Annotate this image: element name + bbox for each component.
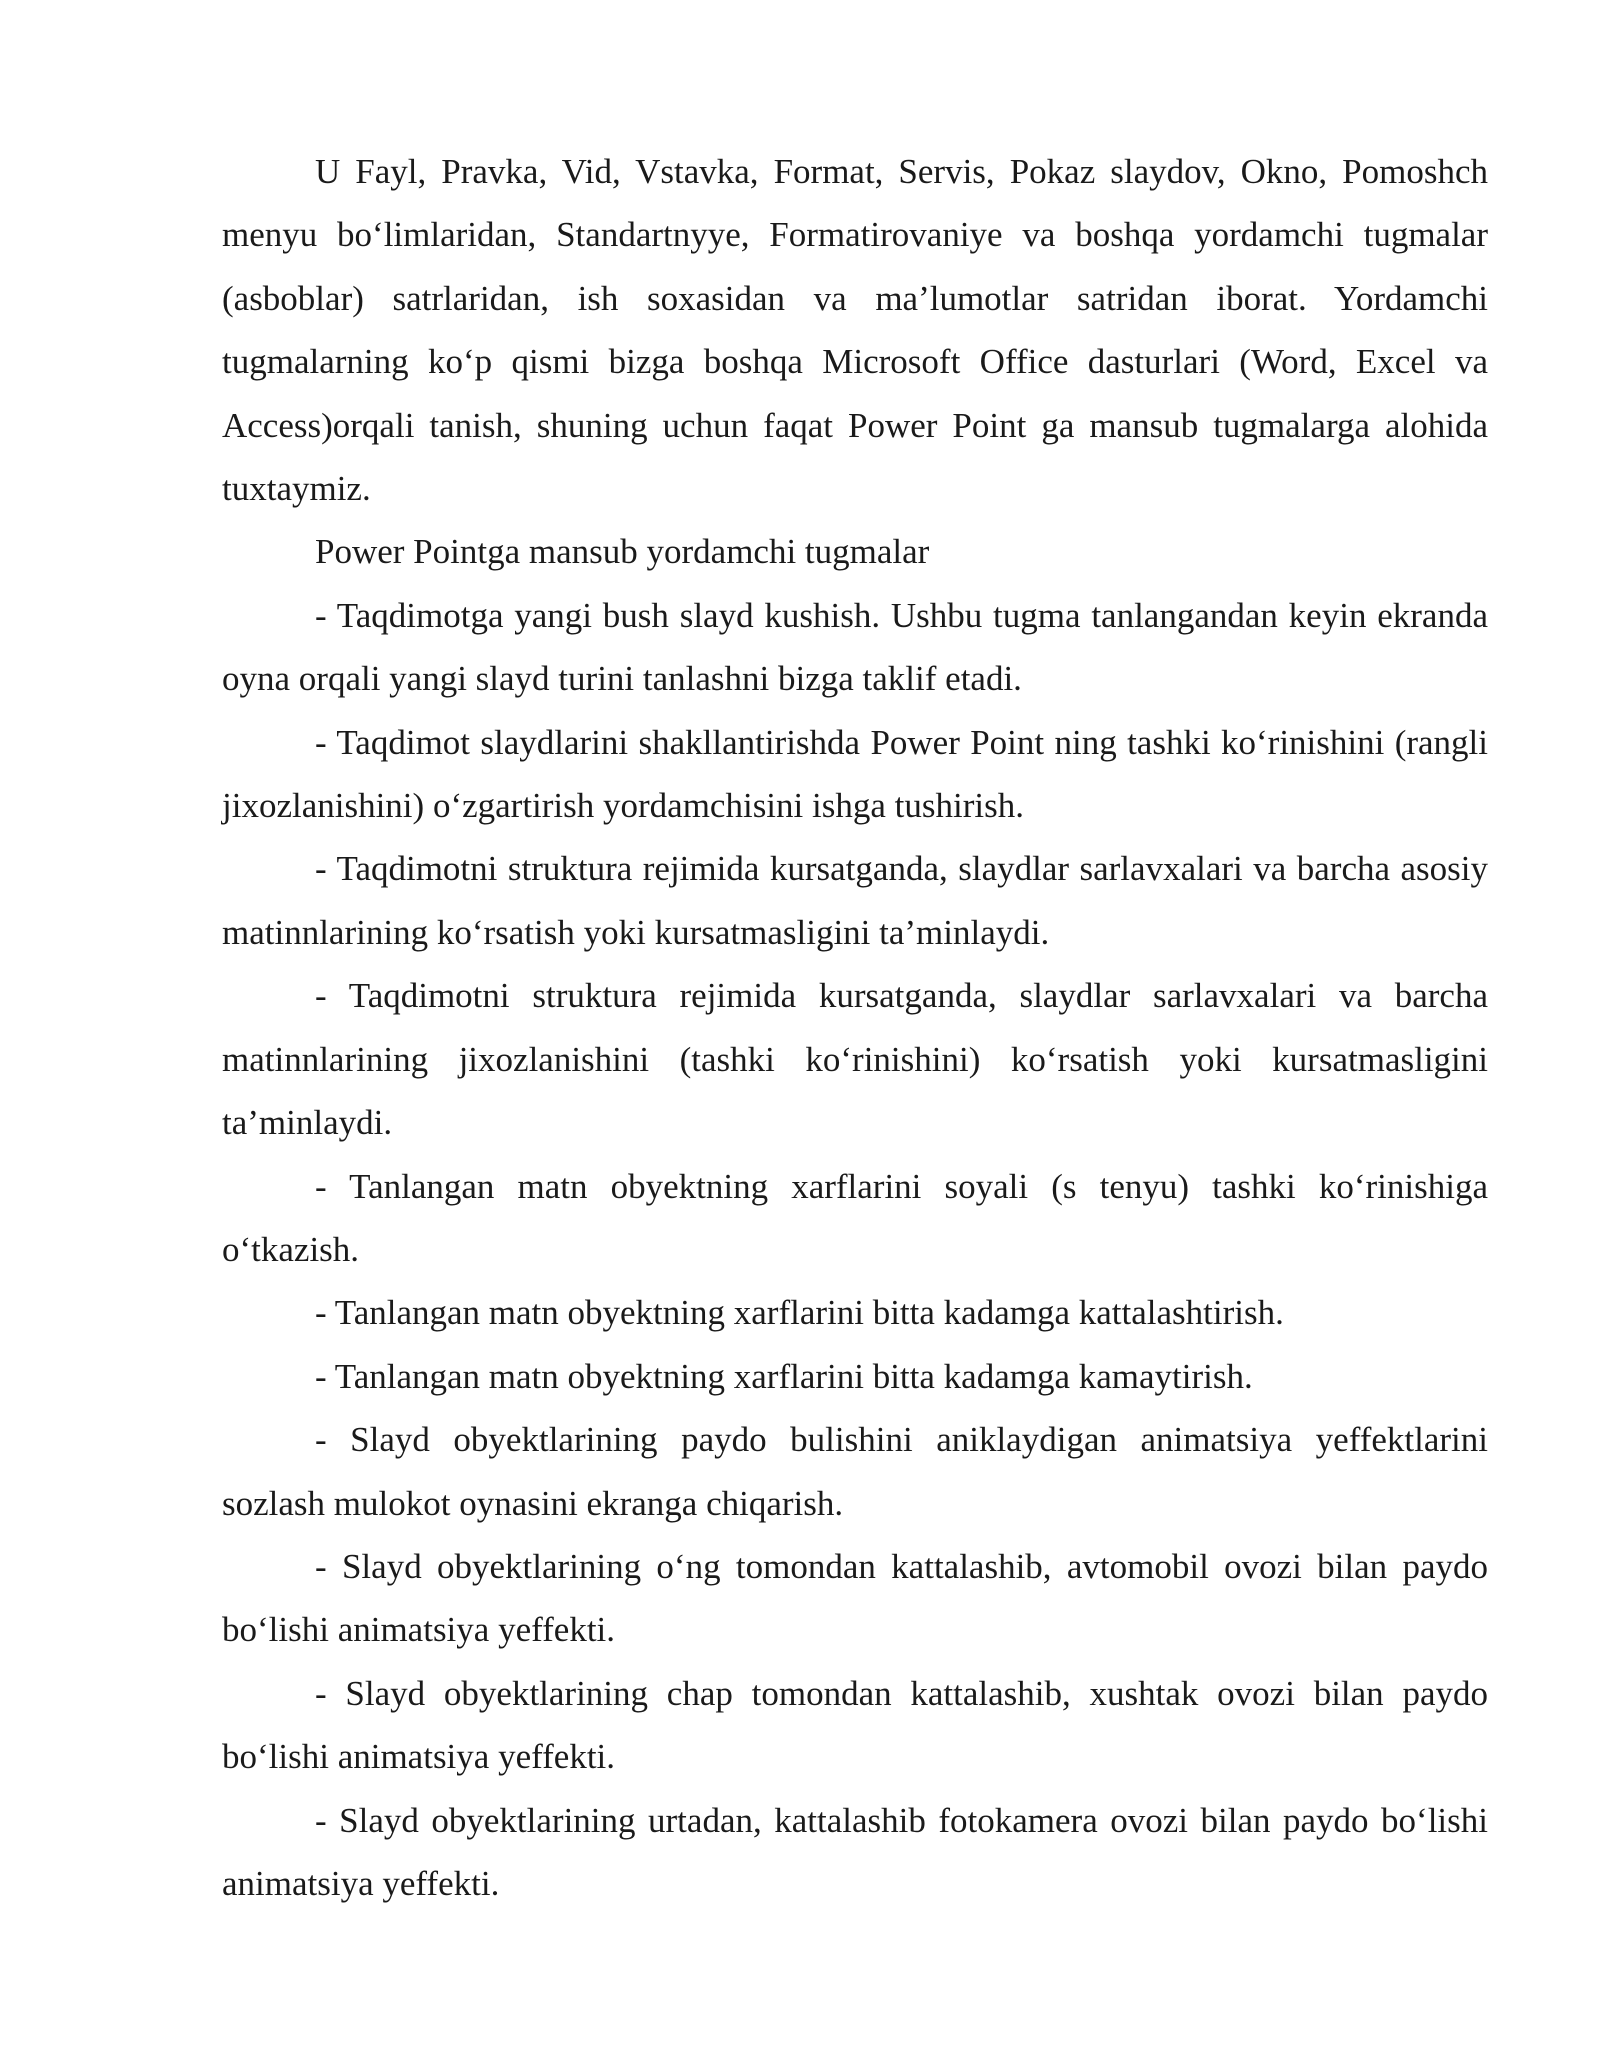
paragraph-intro: U Fayl, Pravka, Vid, Vstavka, Format, Servis, Pokaz slaydov, Okno, Pomoshch menyu bo‘limlaridan, Standartnyye, Formatirovaniye va boshqa yordamchi tugmalar (asboblar) satrlaridan, ish soxasidan va ma’lumotlar satridan iborat. Yordamchi tugmalarning ko‘p qismi bizga boshqa Microsoft Office dasturlari (Word, Excel va Access)orqali tanish, shuning uchun faqat Power Point ga mansub tugmalarga alohida tuxtaymiz. bbox=[222, 152, 1488, 509]
list-item: - Taqdimotni struktura rejimida kursatganda, slaydlar sarlavxalari va barcha asosiy matinnlarining ko‘rsatish yoki kursatmasligini ta’minlaydi. bbox=[222, 849, 1488, 952]
list-item: - Tanlangan matn obyektning xarflarini bitta kadamga kamaytirish. bbox=[315, 1356, 1253, 1396]
list-item: - Tanlangan matn obyektning xarflarini bitta kadamga kattalashtirish. bbox=[315, 1293, 1284, 1333]
document-body bbox=[222, 140, 1488, 1915]
list-item: - Taqdimotga yangi bush slayd kushish. Ushbu tugma tanlangandan keyin ekranda oyna orqali yangi slayd turini tanlashni bizga taklif etadi. bbox=[222, 595, 1488, 699]
list-item: - Taqdimotni struktura rejimida kursatganda, slaydlar sarlavxalari va barcha matinnlarining jixozlanishini (tashki ko‘rinishini) ko‘rsatish yoki kursatmasligini ta’minlaydi. bbox=[222, 976, 1488, 1143]
list-item: - Taqdimot slaydlarini shakllantirishda Power Point ning tashki ko‘rinishini (rangli jixozlanishini) o‘zgartirish yordamchisini ishga tushirish. bbox=[222, 722, 1488, 826]
list-item: - Slayd obyektlarining o‘ng tomondan kattalashib, avtomobil ovozi bilan paydo bo‘lishi animatsiya yeffekti. bbox=[222, 1546, 1488, 1650]
list-item: - Slayd obyektlarining paydo bulishini aniklaydigan animatsiya yeffektlarini sozlash mulokot oynasini ekranga chiqarish. bbox=[222, 1420, 1488, 1523]
list-item: - Tanlangan matn obyektning xarflarini soyali (s tenyu) tashki ko‘rinishiga o‘tkazish. bbox=[222, 1166, 1488, 1269]
list-item: - Slayd obyektlarining urtadan, kattalashib fotokamera ovozi bilan paydo bo‘lishi animatsiya yeffekti. bbox=[222, 1800, 1488, 1903]
list-item: - Slayd obyektlarining chap tomondan kattalashib, xushtak ovozi bilan paydo bo‘lishi animatsiya yeffekti. bbox=[222, 1673, 1488, 1777]
paragraph-heading: Power Pointga mansub yordamchi tugmalar bbox=[315, 532, 930, 572]
